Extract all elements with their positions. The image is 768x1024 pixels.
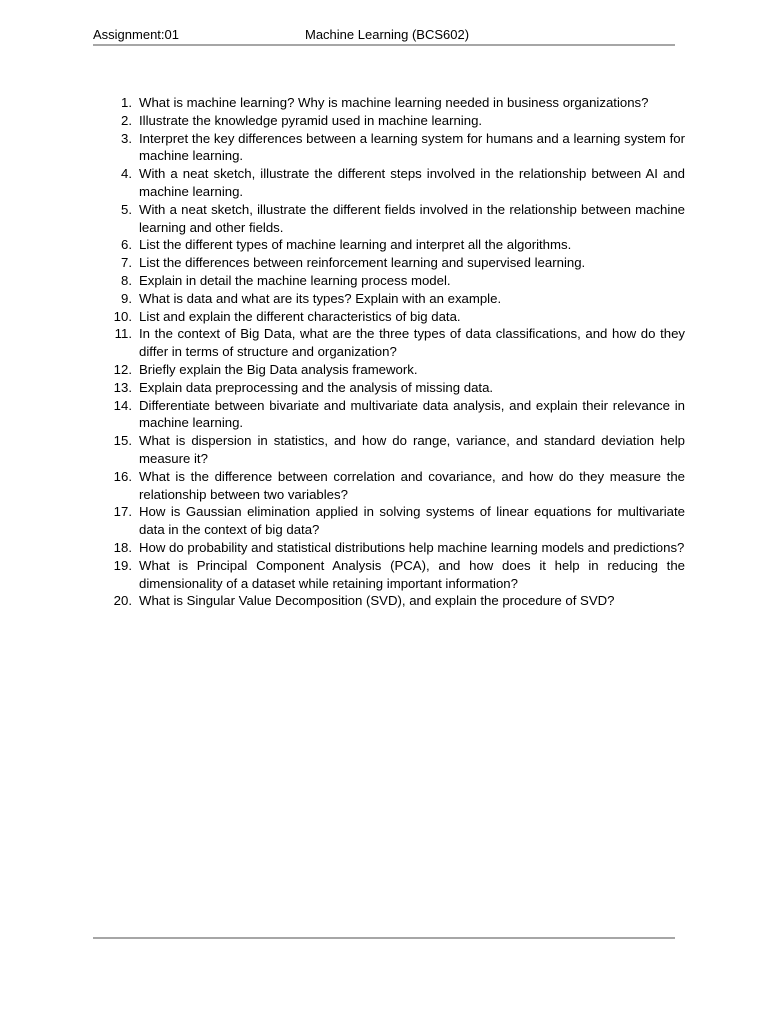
question-item [110, 130, 685, 166]
question-number: 1. [121, 95, 132, 110]
question-item [110, 325, 685, 361]
question-text: What is data and what are its types? Explain with an example. [139, 290, 502, 306]
question-item [110, 94, 685, 112]
question-number: 10. [113, 308, 132, 324]
question-text: In the context of Big Data, what are the three types of data classifications, and how do they differ in terms of structure and organization? [139, 326, 685, 360]
question-item [110, 503, 685, 539]
question-text: What is machine learning? Why is machine learning needed in business organizations? [139, 95, 649, 110]
assignment-label: Assignment:01 [93, 27, 179, 42]
question-item [110, 397, 685, 433]
question-text: List the differences between reinforcement learning and supervised learning. [139, 255, 586, 271]
question-number: 4. [121, 166, 132, 182]
question-number: 11. [114, 326, 132, 342]
question-item [110, 361, 685, 379]
question-text: Explain in detail the machine learning process model. [139, 272, 451, 288]
question-item [110, 468, 685, 504]
question-number: 15. [113, 433, 132, 449]
question-number: 12. [113, 361, 132, 377]
question-item [110, 308, 685, 326]
question-text: What is Singular Value Decomposition (SVD), and explain the procedure of SVD? [139, 593, 615, 609]
question-text: What is the difference between correlation and covariance, and how do they measure the relationship between two variables? [139, 468, 685, 502]
question-item [110, 592, 685, 610]
question-text: Briefly explain the Big Data analysis framework. [139, 361, 418, 377]
footer-divider [93, 937, 675, 939]
question-number: 16. [113, 468, 132, 484]
question-number: 19. [113, 557, 132, 573]
question-item [110, 379, 685, 397]
question-number: 5. [121, 201, 132, 217]
question-number: 8. [121, 272, 132, 288]
question-number: 9. [121, 290, 132, 306]
question-number: 2. [121, 112, 132, 128]
question-text: With a neat sketch, illustrate the different steps involved in the relationship between AI and machine learning. [139, 166, 685, 199]
question-number: 20. [113, 593, 132, 609]
question-item [110, 201, 685, 237]
question-text: What is dispersion in statistics, and how do range, variance, and standard deviation help measure it? [139, 433, 685, 466]
question-item [110, 290, 685, 308]
question-number: 13. [113, 379, 132, 395]
question-number: 14. [113, 397, 132, 413]
question-number: 18. [113, 539, 132, 555]
question-text: Explain data preprocessing and the analysis of missing data. [139, 379, 494, 395]
question-number: 7. [121, 255, 132, 271]
question-text: What is Principal Component Analysis (PCA), and how does it help in reducing the dimensionality of a dataset while retaining important information? [139, 557, 685, 591]
question-text: How do probability and statistical distributions help machine learning models and predictions? [139, 539, 685, 555]
question-text: With a neat sketch, illustrate the different fields involved in the relationship between machine learning and other fields. [139, 201, 685, 235]
course-title: Machine Learning (BCS602) [305, 27, 470, 42]
question-text: List the different types of machine learning and interpret all the algorithms. [139, 237, 572, 253]
question-item [110, 539, 685, 557]
question-item [110, 112, 685, 130]
question-number: 17. [113, 504, 132, 520]
question-list [110, 94, 685, 610]
question-item [110, 165, 685, 201]
question-text: How is Gaussian elimination applied in solving systems of linear equations for multivariate data in the context of big data? [139, 504, 685, 538]
question-number: 3. [121, 130, 132, 146]
question-item [110, 272, 685, 290]
question-text: Illustrate the knowledge pyramid used in machine learning. [139, 112, 483, 128]
question-item [110, 236, 685, 254]
question-item [110, 254, 685, 272]
page-header [93, 26, 675, 46]
question-text: List and explain the different characteristics of big data. [139, 308, 461, 324]
question-text: Differentiate between bivariate and multivariate data analysis, and explain their relevance in machine learning. [139, 397, 685, 431]
question-number: 6. [121, 237, 132, 253]
question-item [110, 557, 685, 593]
question-item [110, 432, 685, 468]
question-text: Interpret the key differences between a learning system for humans and a learning system for machine learning. [139, 130, 685, 164]
